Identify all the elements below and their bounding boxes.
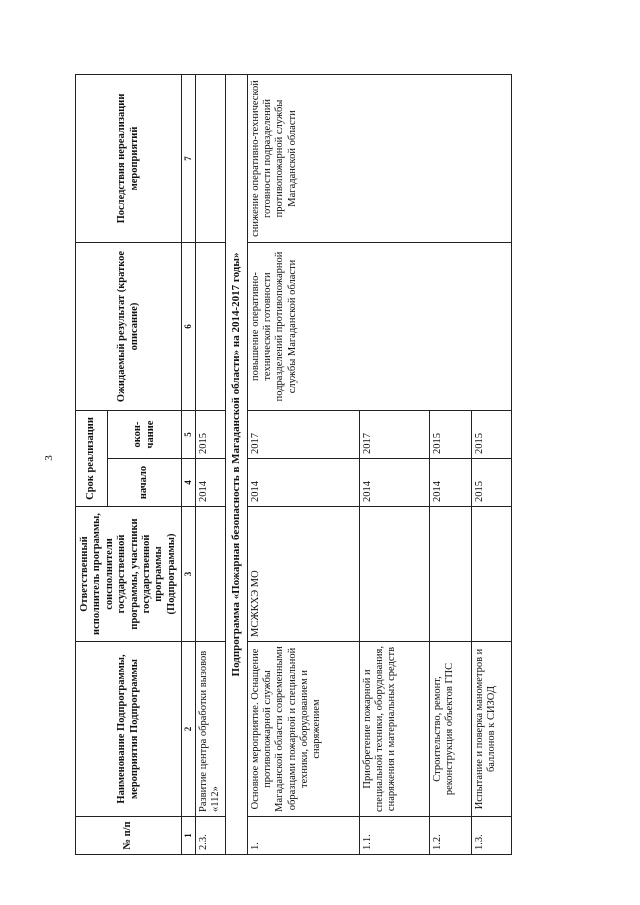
rotated-table-container [75, 75, 580, 855]
col-number: 3 [182, 507, 196, 642]
header-executor: Ответственный исполнитель программы, соисполнители государственной программы, участники государственной программы (Подпрограммы) [76, 507, 182, 642]
col-number: 7 [182, 75, 196, 243]
header-num: № п/п [76, 817, 182, 855]
subprogram-title-row [225, 75, 247, 855]
row-num: 1.1. [359, 817, 429, 855]
measures-table [75, 74, 512, 855]
col-number: 2 [182, 642, 196, 817]
row-start: 2014 [247, 459, 359, 507]
header-term: Срок реализации [76, 411, 108, 507]
row-end: 2017 [247, 411, 359, 459]
header-name: Наименование Подпрограммы, мероприятия Подпрограммы [76, 642, 182, 817]
row-name: Развитие центра обработки вызовов «112» [195, 642, 225, 817]
header-start: начало [108, 459, 182, 507]
row-end: 2015 [471, 411, 511, 459]
row-end: 2015 [195, 411, 225, 459]
subprogram-title: Подпрограмма «Пожарная безопасность в Магаданской области» на 2014-2017 годы» [225, 75, 247, 855]
row-consequences: снижение оперативно-технической готовности подразделений противопожарной службы Магаданской области [247, 75, 511, 243]
header-consequences: Последствия нереализации мероприятий [76, 75, 182, 243]
row-start: 2015 [471, 459, 511, 507]
row-name: Основное мероприятие. Оснащение противопожарной службы Магаданской области современными образцами пожарной и специальной техники, оборудованием и снаряжением [247, 642, 359, 817]
row-num: 1.3. [471, 817, 511, 855]
column-number-row [182, 75, 196, 855]
header-end: окон-чание [108, 411, 182, 459]
row-executor: МСЖКХЭ МО [247, 507, 359, 642]
row-consequences [195, 75, 225, 243]
col-number: 5 [182, 411, 196, 459]
row-name: Строительство, ремонт, реконструкция объектов ГПС [429, 642, 471, 817]
row-result [195, 243, 225, 411]
row-executor [195, 507, 225, 642]
page-number: 3 [43, 455, 55, 461]
row-end: 2015 [429, 411, 471, 459]
col-number: 1 [182, 817, 196, 855]
header-result: Ожидаемый результат (краткое описание) [76, 243, 182, 411]
row-num: 2.3. [195, 817, 225, 855]
row-start: 2014 [429, 459, 471, 507]
row-start: 2014 [195, 459, 225, 507]
row-executor [471, 507, 511, 642]
table-row [195, 75, 225, 855]
col-number: 4 [182, 459, 196, 507]
row-num: 1. [247, 817, 359, 855]
col-number: 6 [182, 243, 196, 411]
row-name: Испытание и поверка манометров и баллонов к СИЗОД [471, 642, 511, 817]
row-end: 2017 [359, 411, 429, 459]
table-row [247, 75, 359, 855]
row-name: Приобретение пожарной и специальной техники, оборудования, снаряжения и материальных средств [359, 642, 429, 817]
row-executor [429, 507, 471, 642]
row-executor [359, 507, 429, 642]
row-start: 2014 [359, 459, 429, 507]
row-result: повышение оперативно-технической готовности подразделений противопожарной службы Магаданской области [247, 243, 511, 411]
row-num: 1.2. [429, 817, 471, 855]
